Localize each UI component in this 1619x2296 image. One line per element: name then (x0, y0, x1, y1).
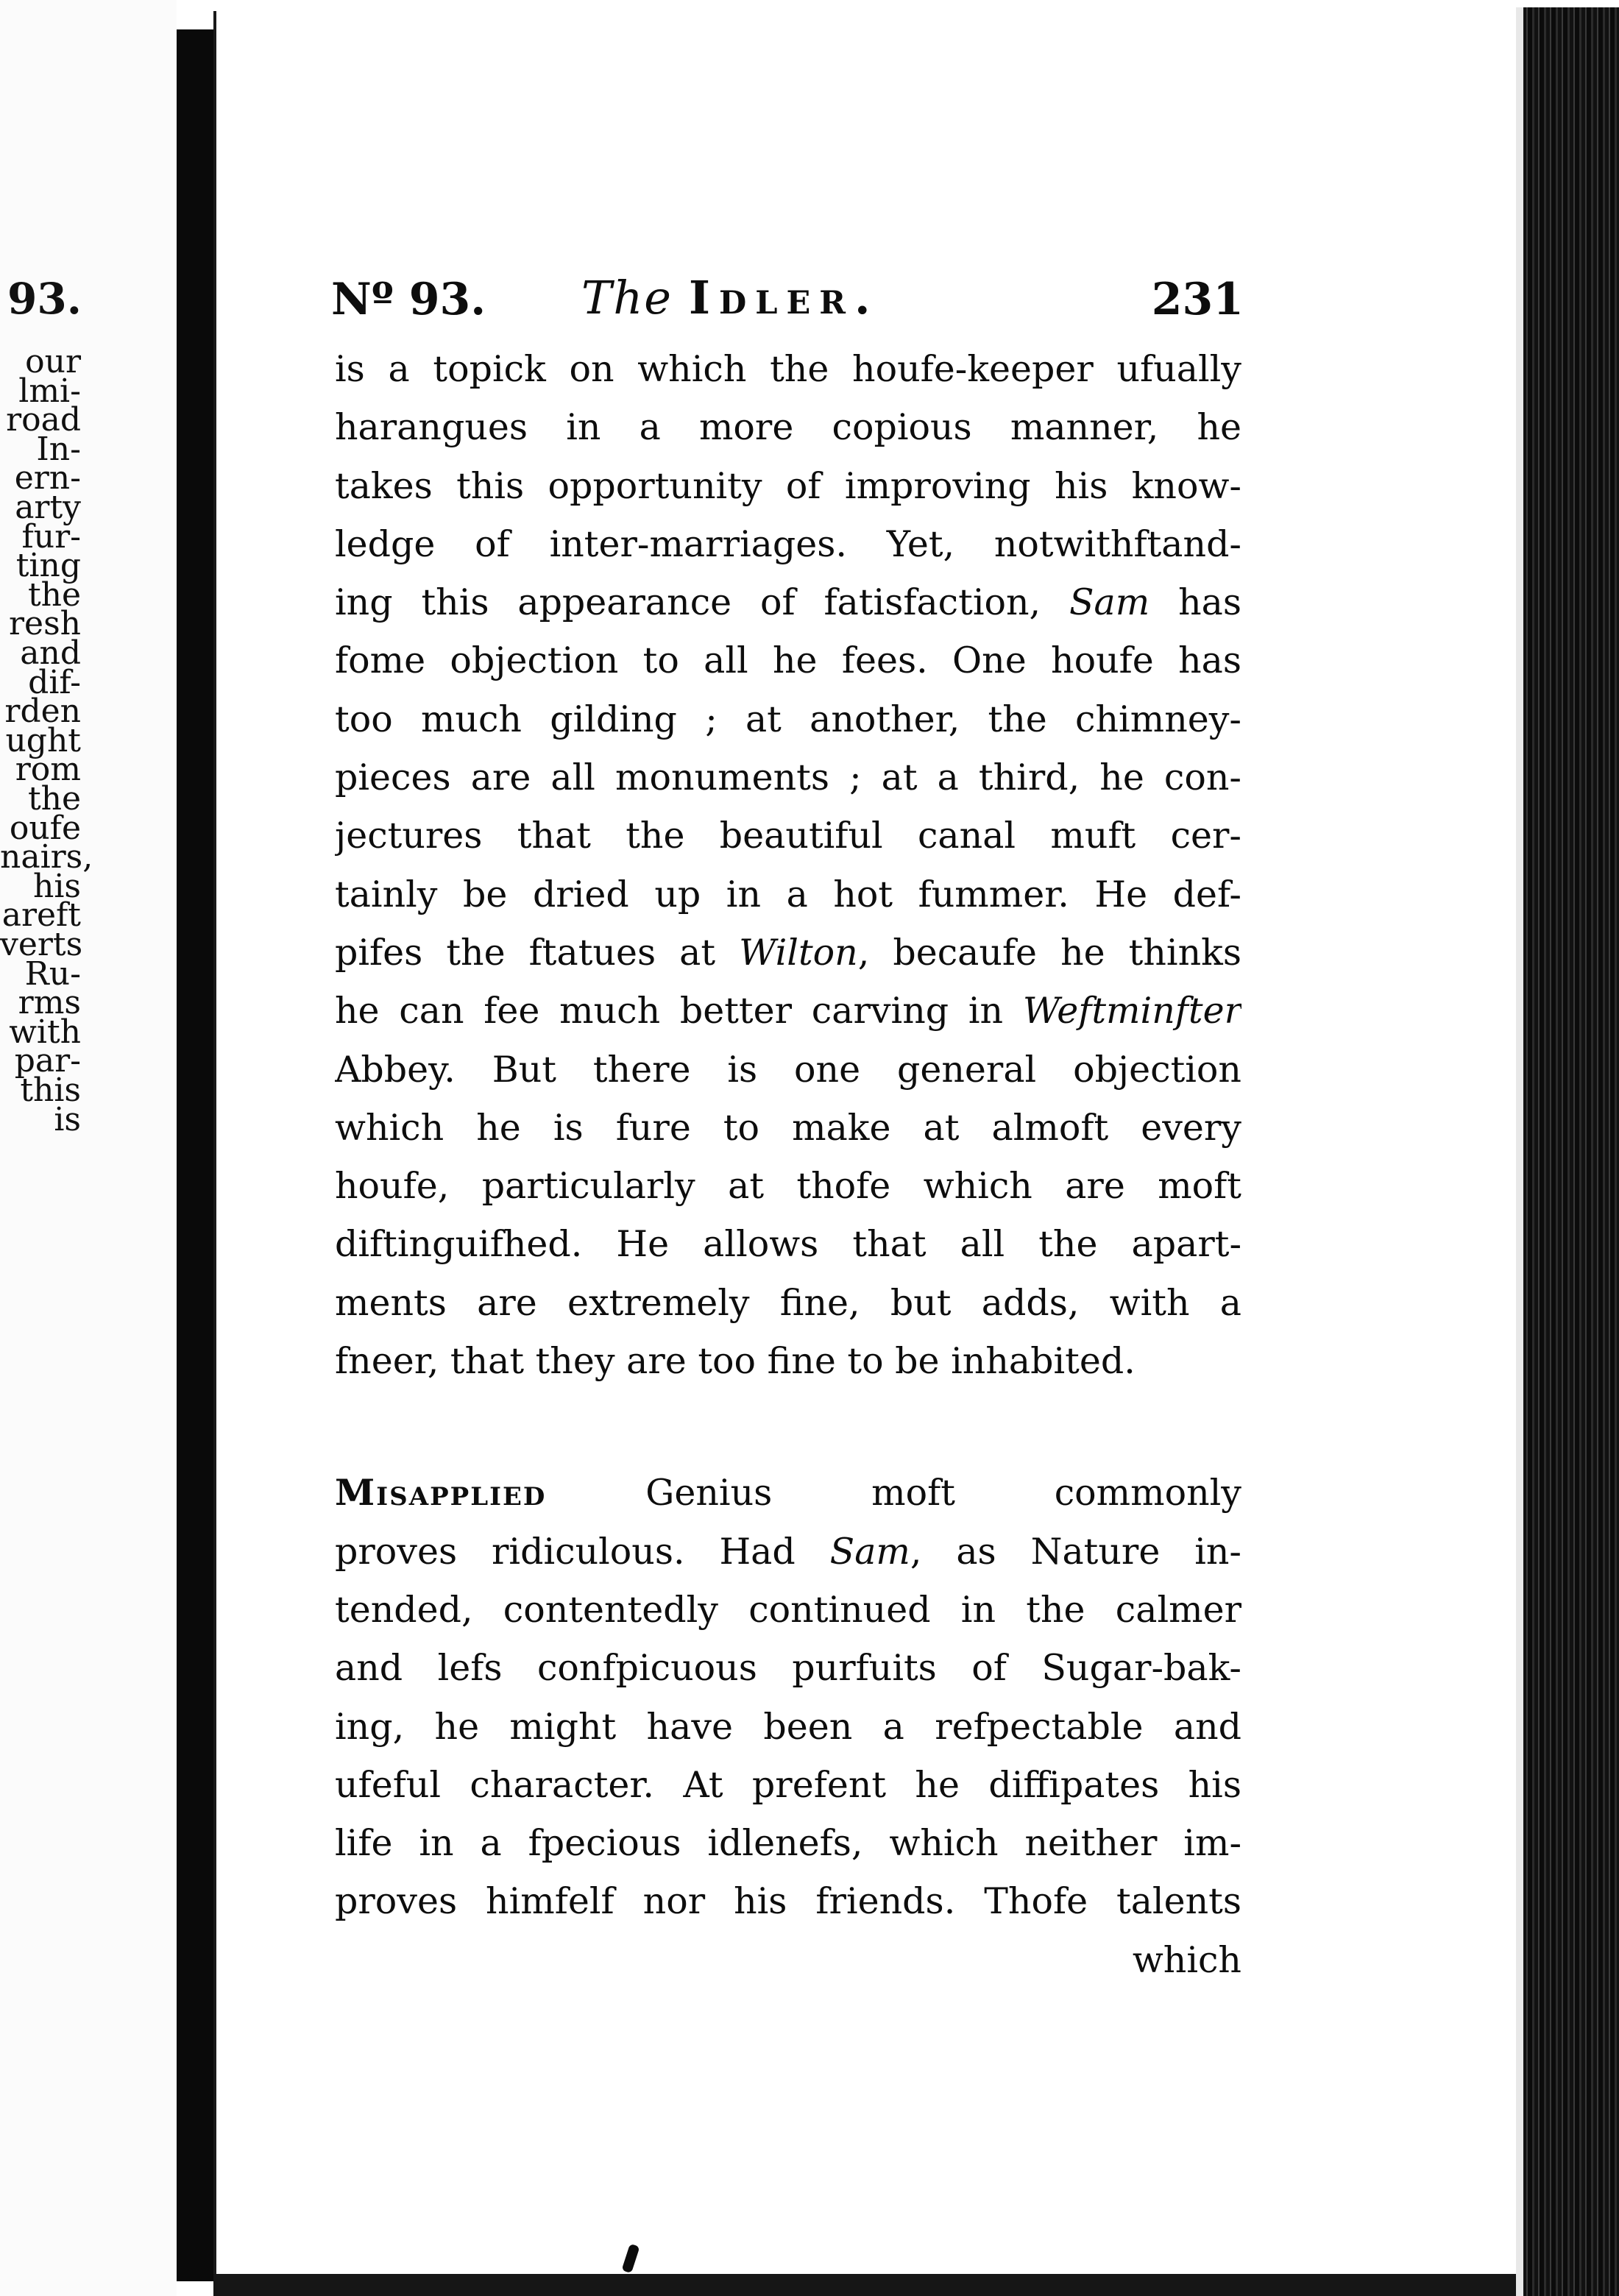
text-line: is a topick on which the houfe-keeper ufually (335, 348, 1241, 390)
italic-name: Wilton (739, 931, 858, 974)
facing-line-ending: par- (14, 1042, 81, 1080)
facing-line-ending: the (27, 780, 81, 818)
title-name: Idler. (688, 271, 879, 325)
facing-page-number: 93. (7, 274, 82, 324)
page-edges (1516, 7, 1619, 2296)
paragraph-2 (335, 1464, 1241, 1930)
text-line: he can fee much better carving in Weftminfter (335, 990, 1241, 1032)
facing-line-ending: nairs, (0, 838, 93, 876)
lead-line-rest: Genius moft commonly (546, 1472, 1241, 1514)
title-article: The (581, 271, 673, 325)
running-head (331, 271, 1244, 333)
facing-line-ending: his (33, 867, 81, 905)
text-line: harangues in a more copious manner, he (335, 406, 1241, 449)
facing-line-ending: this (20, 1071, 81, 1109)
text-line: ledge of inter-marriages. Yet, notwithftand- (335, 522, 1241, 565)
facing-line-ending: fur- (21, 517, 81, 556)
facing-line-ending: rms (18, 984, 81, 1022)
facing-page (0, 0, 177, 2296)
facing-line-ending: areft (1, 896, 81, 935)
text-line: which he is fure to make at almoft every (335, 1106, 1241, 1149)
facing-line-ending: arty (15, 489, 81, 526)
facing-line-ending: rden (4, 692, 81, 731)
text-line (335, 1464, 1241, 1522)
facing-line-ending: rom (15, 751, 81, 789)
text-line: fneer, that they are too fine to be inhabited. (335, 1340, 1136, 1383)
page-edge-highlight (1516, 7, 1523, 2296)
italic-name: Sam (829, 1530, 910, 1573)
paragraph-break (335, 1390, 1241, 1464)
text-line: ing this appearance of fatisfaction, Sam has (335, 581, 1241, 624)
facing-line-ending: road (6, 401, 81, 439)
facing-line-ending: lmi- (18, 372, 81, 410)
facing-line-ending: our (25, 343, 81, 380)
catchword: which (1132, 1938, 1241, 1981)
italic-name: Sam (1069, 581, 1150, 624)
facing-line-ending: Ru- (24, 954, 81, 993)
facing-line-ending: resh (9, 605, 81, 643)
text-line: proves ridiculous. Had Sam, as Nature in- (335, 1530, 1241, 1573)
facing-line-ending: with (9, 1013, 81, 1051)
text-line: ufeful character. At prefent he diffipates his (335, 1763, 1241, 1806)
text-line: diftinguifhed. He allows that all the apart- (335, 1223, 1241, 1266)
facing-line-ending: verts (0, 926, 83, 963)
text-line: life in a fpecious idlenefs, which neither im- (335, 1822, 1241, 1865)
facing-line-ending: ern- (14, 459, 81, 497)
text-line: Abbey. But there is one general objection (335, 1048, 1241, 1091)
facing-line-ending: ting (15, 547, 81, 585)
text-line: ing, he might have been a refpectable and (335, 1705, 1241, 1748)
page-number: 231 (1151, 274, 1244, 325)
text-line: takes this opportunity of improving his know- (335, 464, 1241, 507)
text-line: houfe, particularly at thofe which are moft (335, 1165, 1241, 1208)
facing-line-ending: the (27, 575, 81, 614)
text-line: ments are extremely fine, but adds, with a (335, 1281, 1241, 1324)
periodical-title (581, 271, 879, 325)
body-text (335, 340, 1241, 1989)
text-line: tended, contentedly continued in the calmer (335, 1588, 1241, 1631)
facing-line-ending: and (20, 634, 81, 672)
text-line: too much gilding ; at another, the chimney- (335, 698, 1241, 740)
facing-line-ending: dif- (28, 663, 81, 701)
text-line: and lefs confpicuous purfuits of Sugar-bak- (335, 1647, 1241, 1690)
text-line: proves himfelf nor his friends. Thofe talents (335, 1880, 1241, 1923)
facing-line-ending: oufe (9, 809, 81, 847)
page-bottom-edge (213, 2274, 1516, 2296)
lead-small-caps: Misapplied (335, 1471, 547, 1514)
book-gutter (177, 29, 213, 2281)
text-line: tainly be dried up in a hot fummer. He def- (335, 873, 1241, 915)
issue-number: Nº 93. (331, 274, 486, 325)
italic-name: Weftminfter (1022, 990, 1241, 1032)
text-line: jectures that the beautiful canal muft cer- (335, 815, 1241, 857)
text-line: pifes the ftatues at Wilton, becaufe he thinks (335, 931, 1241, 974)
paragraph-1 (335, 340, 1241, 1390)
facing-line-ending: is (54, 1100, 81, 1138)
text-line: pieces are all monuments ; at a third, he con- (335, 757, 1241, 799)
text-line: fome objection to all he fees. One houfe has (335, 639, 1241, 682)
facing-line-ending: ught (5, 721, 81, 759)
facing-line-ending: In- (36, 430, 81, 468)
